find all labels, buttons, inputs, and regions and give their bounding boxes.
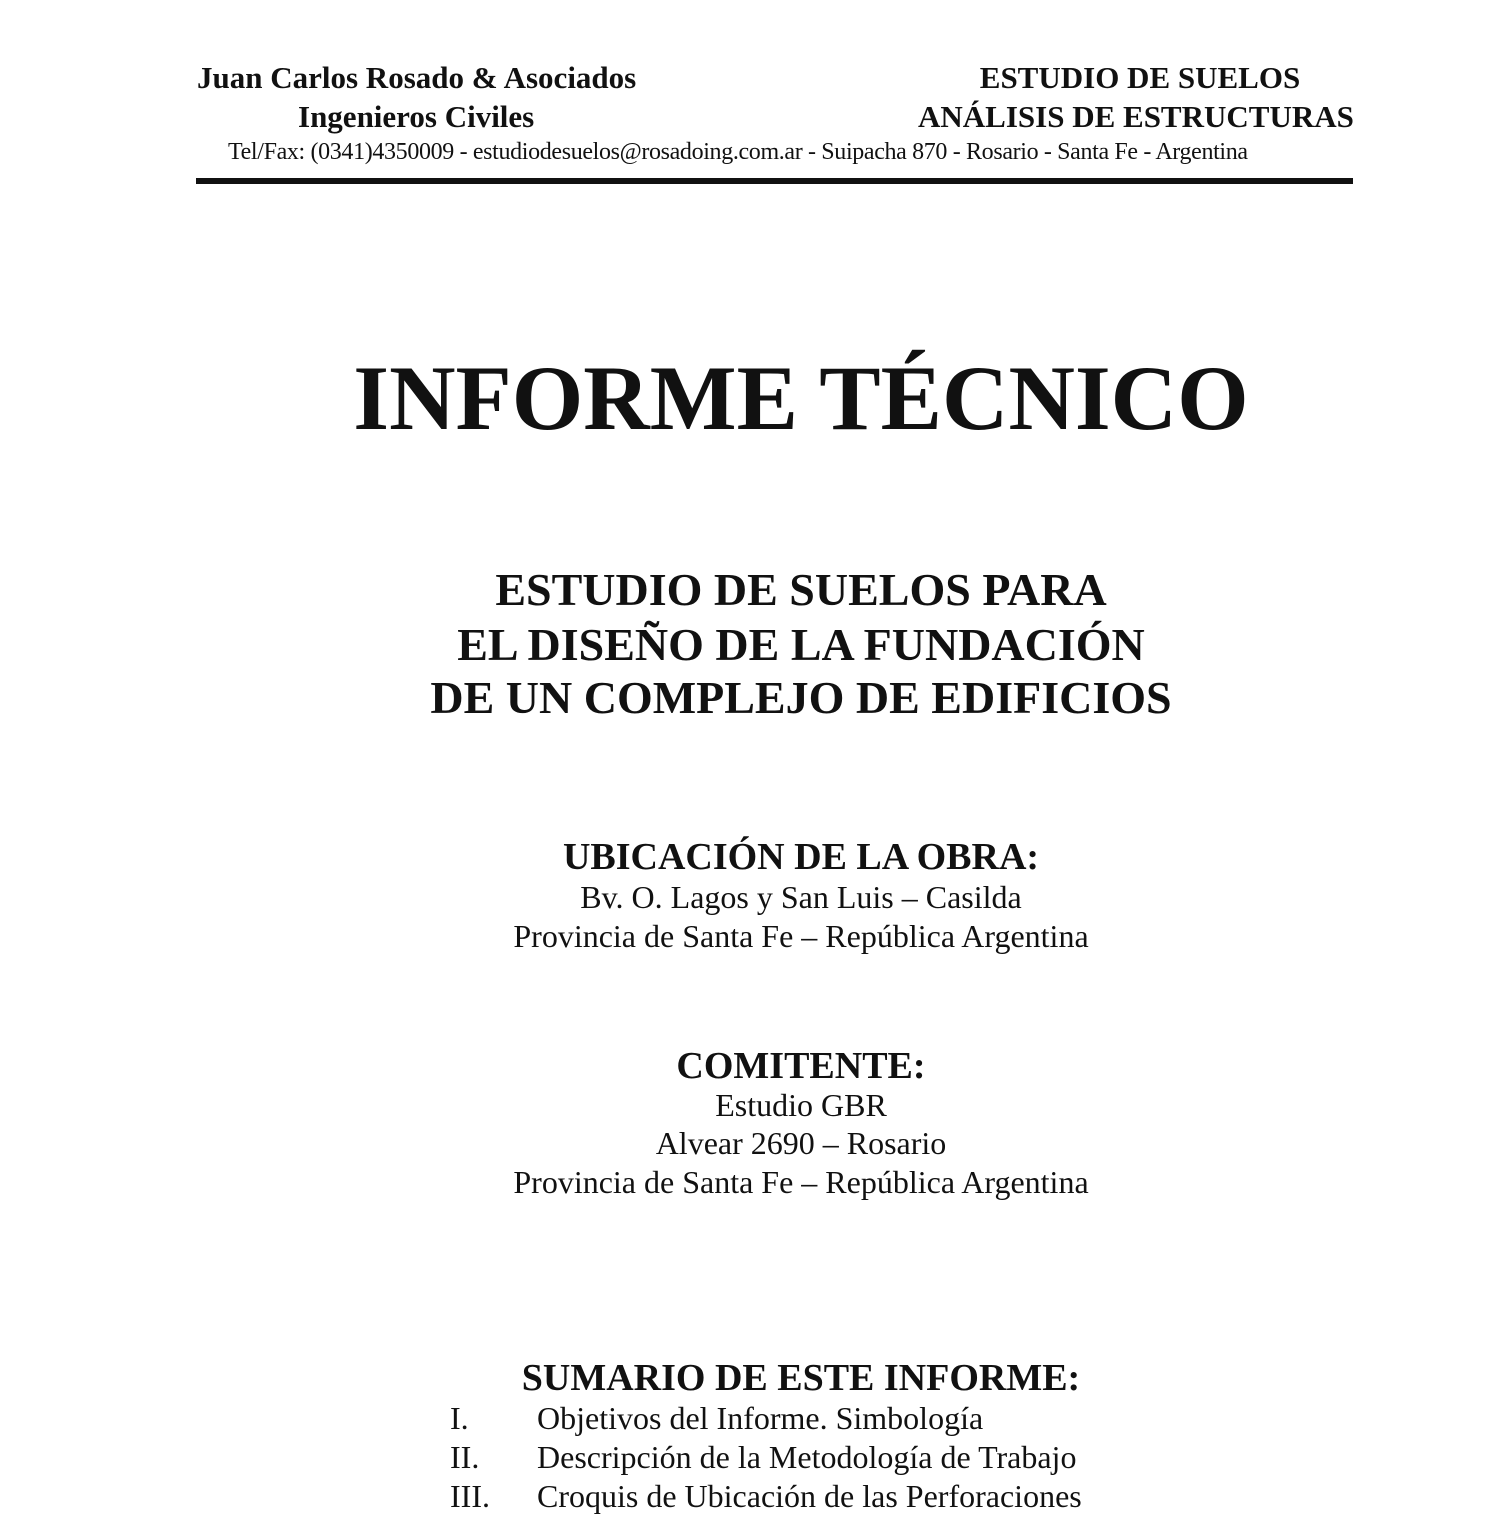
summary-item-text: Objetivos del Informe. Simbología [537, 1400, 984, 1436]
client-heading: COMITENTE: [676, 1045, 926, 1087]
client-line: Provincia de Santa Fe – República Argentina [513, 1164, 1089, 1200]
summary-item-number: I. [450, 1400, 469, 1436]
summary-item-number: II. [450, 1439, 480, 1475]
contact-line: Tel/Fax: (0341)4350009 - estudiodesuelos@rosadoing.com.ar - Suipacha 870 - Rosario - Santa Fe - Argentina [228, 139, 1248, 165]
header-divider [196, 178, 1353, 184]
subject-line: EL DISEÑO DE LA FUNDACIÓN [457, 619, 1145, 670]
subject-line: DE UN COMPLEJO DE EDIFICIOS [430, 672, 1172, 723]
location-line: Provincia de Santa Fe – República Argentina [513, 918, 1089, 954]
firm-subtitle: Ingenieros Civiles [298, 99, 535, 134]
firm-name: Juan Carlos Rosado & Asociados [197, 60, 637, 95]
service-soil-study: ESTUDIO DE SUELOS [979, 60, 1301, 95]
client-line: Estudio GBR [715, 1087, 887, 1123]
location-heading: UBICACIÓN DE LA OBRA: [562, 836, 1040, 878]
summary-item-number: III. [450, 1478, 490, 1514]
subject-line: ESTUDIO DE SUELOS PARA [495, 564, 1107, 615]
client-line: Alvear 2690 – Rosario [655, 1125, 947, 1161]
service-structure-analysis: ANÁLISIS DE ESTRUCTURAS [918, 99, 1354, 134]
document-title: INFORME TÉCNICO [353, 347, 1249, 449]
summary-heading: SUMARIO DE ESTE INFORME: [521, 1357, 1081, 1399]
summary-item-text: Croquis de Ubicación de las Perforaciones [537, 1478, 1082, 1514]
location-line: Bv. O. Lagos y San Luis – Casilda [580, 879, 1022, 915]
summary-item-text: Descripción de la Metodología de Trabajo [537, 1439, 1077, 1475]
